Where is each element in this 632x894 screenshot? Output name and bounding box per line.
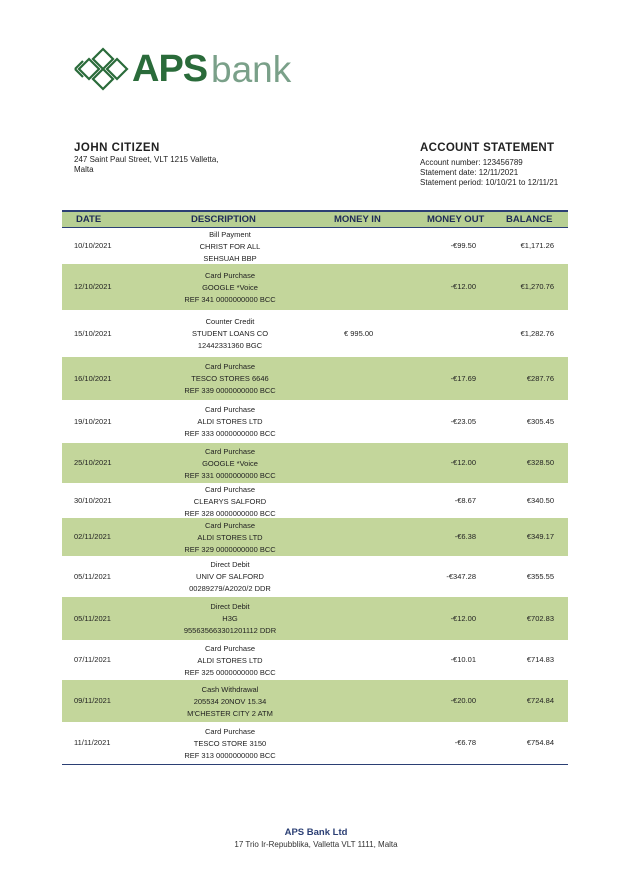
table-row [62,680,568,722]
brand-word: bank [211,49,292,90]
footer-address: 17 Trio Ir-Repubblika, Valletta VLT 1111, Malta [234,840,398,849]
row-desc-type: Card Purchase [204,362,256,371]
row-desc-type: Bill Payment [209,230,251,239]
row-description [162,722,298,764]
row-desc-type: Card Purchase [204,644,256,653]
table-row [62,264,568,310]
row-desc-payee: TESCO STORE 3150 [193,739,267,748]
table-row [62,400,568,443]
row-desc-payee: ALDI STORES LTD [197,533,263,542]
row-money-out: -€6.38 [454,532,476,541]
row-money-out: -€17.69 [450,374,476,383]
row-desc-payee: CLEARYS SALFORD [193,497,267,506]
row-desc-payee: ALDI STORES LTD [197,656,263,665]
row-desc-payee: ALDI STORES LTD [197,417,263,426]
diamond-lattice-icon [73,45,133,93]
header-balance: BALANCE [506,214,553,225]
header-money-out: MONEY OUT [427,214,485,225]
table-row [62,443,568,483]
row-desc-ref: REF 339 0000000000 BCC [184,386,276,395]
row-desc-type: Counter Credit [205,317,255,326]
table-row [62,357,568,400]
row-desc-ref: REF 325 0000000000 BCC [184,668,276,677]
header-money-in: MONEY IN [334,214,381,225]
row-description [162,640,298,680]
row-balance: €287.76 [526,374,554,383]
table-row [62,556,568,597]
row-desc-type: Card Purchase [204,271,256,280]
row-balance: €305.45 [526,417,554,426]
row-desc-type: Cash Withdrawal [201,685,259,694]
row-desc-ref: 955635663301201112 DDR [183,626,277,635]
row-description [162,556,298,597]
row-desc-ref: REF 333 0000000000 BCC [184,429,276,438]
row-description [162,228,298,264]
row-desc-payee: CHRIST FOR ALL [199,242,261,251]
statement-info [420,158,558,188]
row-balance: €1,171.26 [520,241,554,250]
row-desc-ref: REF 313 0000000000 BCC [184,751,276,760]
row-desc-type: Card Purchase [204,521,256,530]
row-desc-type: Card Purchase [204,485,256,494]
row-money-out: -€99.50 [450,241,476,250]
row-money-out: -€12.00 [450,458,476,467]
row-desc-payee: STUDENT LOANS CO [191,329,269,338]
row-date: 11/11/2021 [74,738,111,747]
row-desc-ref: REF 328 0000000000 BCC [184,509,276,518]
row-money-out: -€23.05 [450,417,476,426]
table-bottom-rule [62,764,568,765]
statement-date: Statement date: 12/11/2021 [420,168,519,177]
row-description [162,400,298,443]
row-money-out: -€8.67 [454,496,476,505]
table-body [62,228,568,764]
statement-title: ACCOUNT STATEMENT [420,142,555,154]
row-desc-payee: GOOGLE *Voice [202,283,258,292]
address-line-2: Malta [74,165,94,174]
table-row [62,228,568,264]
row-desc-ref: REF 331 0000000000 BCC [184,471,276,480]
row-date: 12/10/2021 [74,282,112,291]
row-desc-payee: TESCO STORES 6646 [191,374,269,383]
table-header [62,210,568,228]
table-row [62,483,568,518]
row-balance: €714.83 [526,655,554,664]
row-balance: €328.50 [526,458,554,467]
row-money-out: -€12.00 [450,614,476,623]
row-date: 10/10/2021 [74,241,112,250]
row-desc-ref: M'CHESTER CITY 2 ATM [187,709,273,718]
row-balance: €1,270.76 [520,282,554,291]
row-date: 05/11/2021 [74,614,111,623]
statement-period: Statement period: 10/10/21 to 12/11/21 [420,178,559,187]
row-desc-payee: UNIV OF SALFORD [196,572,264,581]
row-description [162,443,298,483]
row-description [162,518,298,556]
row-money-out: -€10.01 [450,655,476,664]
address-line-1: 247 Saint Paul Street, VLT 1215 Valletta, [74,155,219,164]
row-desc-payee: H3G [222,614,238,623]
row-date: 05/11/2021 [74,572,111,581]
row-balance: €349.17 [526,532,554,541]
row-money-out: -€347.28 [446,572,476,581]
row-balance: €1,282.76 [520,329,554,338]
footer-company: APS Bank Ltd [284,827,348,838]
row-description [162,680,298,722]
transactions-table [62,210,568,765]
row-date: 30/10/2021 [74,496,112,505]
row-date: 16/10/2021 [74,374,112,383]
row-date: 19/10/2021 [74,417,112,426]
table-row [62,597,568,640]
row-money-out: -€12.00 [450,282,476,291]
row-date: 15/10/2021 [74,329,112,338]
row-description [162,310,298,357]
account-number: Account number: 123456789 [420,158,523,167]
table-row [62,310,568,357]
row-desc-type: Direct Debit [210,602,250,611]
row-description [162,264,298,310]
row-desc-payee: 205534 20NOV 15.34 [193,697,267,706]
row-desc-payee: GOOGLE *Voice [202,459,258,468]
row-description [162,483,298,518]
row-balance: €355.55 [526,572,554,581]
row-money-in: € 995.00 [344,329,374,338]
table-row [62,640,568,680]
header-description: DESCRIPTION [191,214,256,225]
row-description [162,597,298,640]
row-description [162,357,298,400]
row-desc-ref: 12442331360 BGC [197,341,263,350]
row-balance: €724.84 [526,696,554,705]
row-balance: €754.84 [526,738,554,747]
row-date: 09/11/2021 [74,696,111,705]
row-desc-type: Card Purchase [204,405,256,414]
row-balance: €340.50 [526,496,554,505]
row-money-out: -€20.00 [450,696,476,705]
table-row [62,722,568,764]
row-date: 02/11/2021 [74,532,111,541]
row-date: 07/11/2021 [74,655,111,664]
table-row [62,518,568,556]
row-money-out: -€6.78 [454,738,476,747]
row-desc-ref: SEHSUAH BBP [203,254,257,263]
row-desc-type: Card Purchase [204,447,256,456]
row-date: 25/10/2021 [74,458,112,467]
customer-name: JOHN CITIZEN [74,142,160,154]
row-desc-type: Direct Debit [210,560,250,569]
row-desc-type: Card Purchase [204,727,256,736]
row-desc-ref: REF 329 0000000000 BCC [184,545,276,554]
customer-address [74,155,219,175]
row-desc-ref: 00289279/A2020/2 DDR [189,584,271,593]
row-balance: €702.83 [526,614,554,623]
header-date: DATE [76,214,102,225]
brand-name: APS [132,48,208,90]
row-desc-ref: REF 341 0000000000 BCC [184,295,276,304]
